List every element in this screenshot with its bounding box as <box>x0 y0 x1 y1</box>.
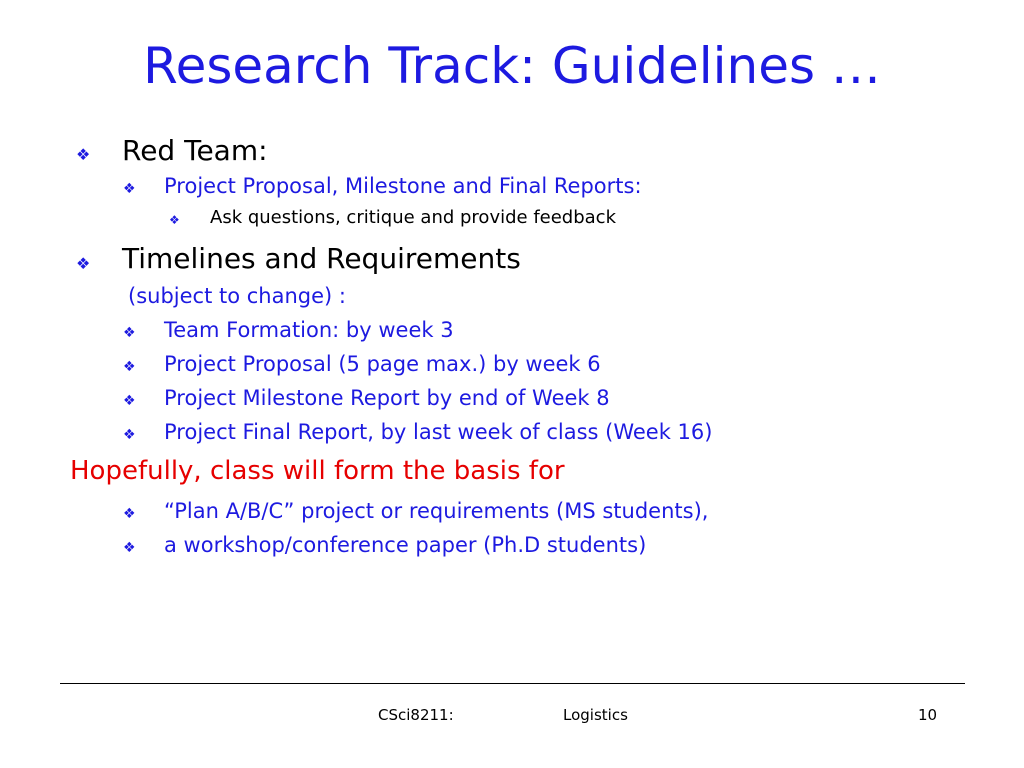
bullet-diamond-icon: ❖ <box>123 427 136 443</box>
hopefully-heading: Hopefully, class will form the basis for <box>70 456 565 486</box>
footer-course: CSci8211: <box>378 706 454 724</box>
timeline-item: Project Proposal (5 page max.) by week 6 <box>164 352 601 376</box>
bullet-diamond-icon: ❖ <box>169 213 180 227</box>
footer-topic: Logistics <box>563 706 628 724</box>
bullet-diamond-icon: ❖ <box>123 359 136 375</box>
bullet-red-team-reports: Project Proposal, Milestone and Final Reports: <box>164 174 642 198</box>
bullet-red-team-feedback: Ask questions, critique and provide feedback <box>210 207 617 228</box>
bullet-diamond-icon: ❖ <box>123 181 136 197</box>
bullet-diamond-icon: ❖ <box>123 393 136 409</box>
basis-item: “Plan A/B/C” project or requirements (MS students), <box>164 499 709 523</box>
bullet-diamond-icon: ❖ <box>76 145 91 164</box>
bullet-red-team: Red Team: <box>122 134 268 167</box>
basis-item: a workshop/conference paper (Ph.D students) <box>164 533 647 557</box>
bullet-diamond-icon: ❖ <box>76 254 91 273</box>
bullet-diamond-icon: ❖ <box>123 325 136 341</box>
bullet-diamond-icon: ❖ <box>123 506 136 522</box>
slide-title: Research Track: Guidelines … <box>143 37 881 95</box>
bullet-timelines: Timelines and Requirements <box>122 242 521 275</box>
footer-divider <box>60 683 965 684</box>
timeline-item: Project Final Report, by last week of class (Week 16) <box>164 420 713 444</box>
timeline-item: Team Formation: by week 3 <box>164 318 454 342</box>
bullet-diamond-icon: ❖ <box>123 540 136 556</box>
timeline-item: Project Milestone Report by end of Week 8 <box>164 386 610 410</box>
footer-page-number: 10 <box>918 706 938 724</box>
timelines-note: (subject to change) : <box>128 284 346 308</box>
